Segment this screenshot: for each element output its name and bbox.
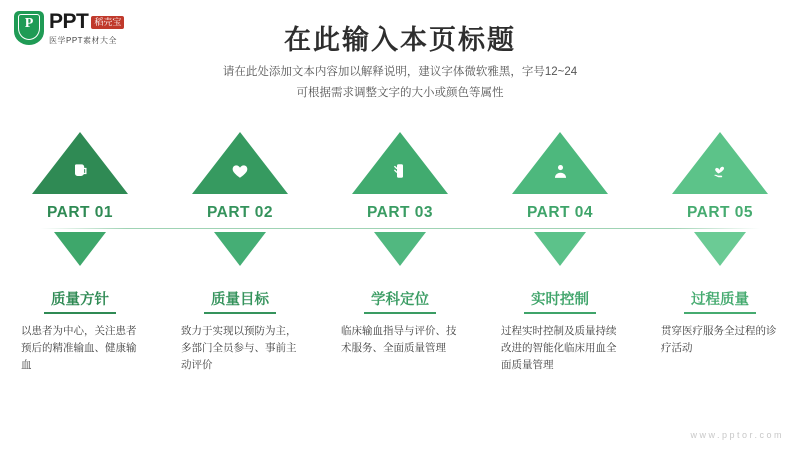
triangle-up-01 — [32, 132, 128, 194]
item-title-03: 学科定位 — [371, 292, 429, 308]
triangle-down-01 — [54, 232, 106, 266]
subtitle-line-1: 请在此处添加文本内容加以解释说明，建议字体微软雅黑，字号12~24 — [222, 66, 578, 78]
logo-tagline: 医学PPT素材大全 — [49, 36, 118, 45]
part-label-01: PART 01 — [46, 204, 114, 221]
column-part-05 — [640, 132, 800, 374]
blood-test-icon — [389, 160, 411, 182]
triangle-down-04 — [534, 232, 586, 266]
blood-bag-icon — [69, 160, 91, 182]
item-title-01: 质量方针 — [51, 292, 109, 308]
item-underline-02 — [204, 312, 276, 314]
heart-icon — [229, 160, 251, 182]
item-desc-05: 贯穿医疗服务全过程的诊疗活动 — [661, 325, 777, 354]
column-part-02 — [160, 132, 320, 374]
shield-letter: P — [24, 16, 34, 31]
triangle-down-05 — [694, 232, 746, 266]
heart-hand-icon — [709, 160, 731, 182]
item-underline-01 — [44, 312, 116, 314]
part-label-03: PART 03 — [366, 204, 434, 221]
triangle-up-02 — [192, 132, 288, 194]
subtitle-line-2: 可根据需求调整文字的大小或颜色等属性 — [296, 87, 504, 99]
item-title-05: 过程质量 — [691, 292, 749, 308]
triangle-down-03 — [374, 232, 426, 266]
column-part-03 — [320, 132, 480, 374]
triangle-up-03 — [352, 132, 448, 194]
item-desc-03: 临床输血指导与评价、技术服务、全面质量管理 — [341, 325, 457, 354]
item-underline-05 — [684, 312, 756, 314]
part-label-02: PART 02 — [206, 204, 274, 221]
triangle-up-04 — [512, 132, 608, 194]
content-columns — [0, 132, 800, 374]
page-title: 在此输入本页标题 — [284, 25, 516, 55]
triangle-up-05 — [672, 132, 768, 194]
item-title-04: 实时控制 — [531, 292, 589, 308]
column-part-01 — [0, 132, 160, 374]
triangle-down-02 — [214, 232, 266, 266]
watermark: www.pptor.com — [690, 430, 784, 440]
item-desc-02: 致力于实现以预防为主，多部门全员参与、事前主动评价 — [181, 325, 297, 371]
item-desc-01: 以患者为中心，关注患者预后的精准输血、健康输血 — [21, 325, 137, 371]
doctor-icon — [549, 160, 571, 182]
column-part-04 — [480, 132, 640, 374]
item-underline-04 — [524, 312, 596, 314]
page-subtitle — [0, 62, 800, 104]
part-label-05: PART 05 — [686, 204, 754, 221]
item-underline-03 — [364, 312, 436, 314]
part-label-04: PART 04 — [526, 204, 594, 221]
logo-badge: 稻壳宝 — [91, 16, 124, 29]
logo-brand-text: PPT — [49, 10, 89, 33]
item-desc-04: 过程实时控制及质量持续改进的智能化临床用血全面质量管理 — [501, 325, 617, 371]
item-title-02: 质量目标 — [211, 292, 269, 308]
